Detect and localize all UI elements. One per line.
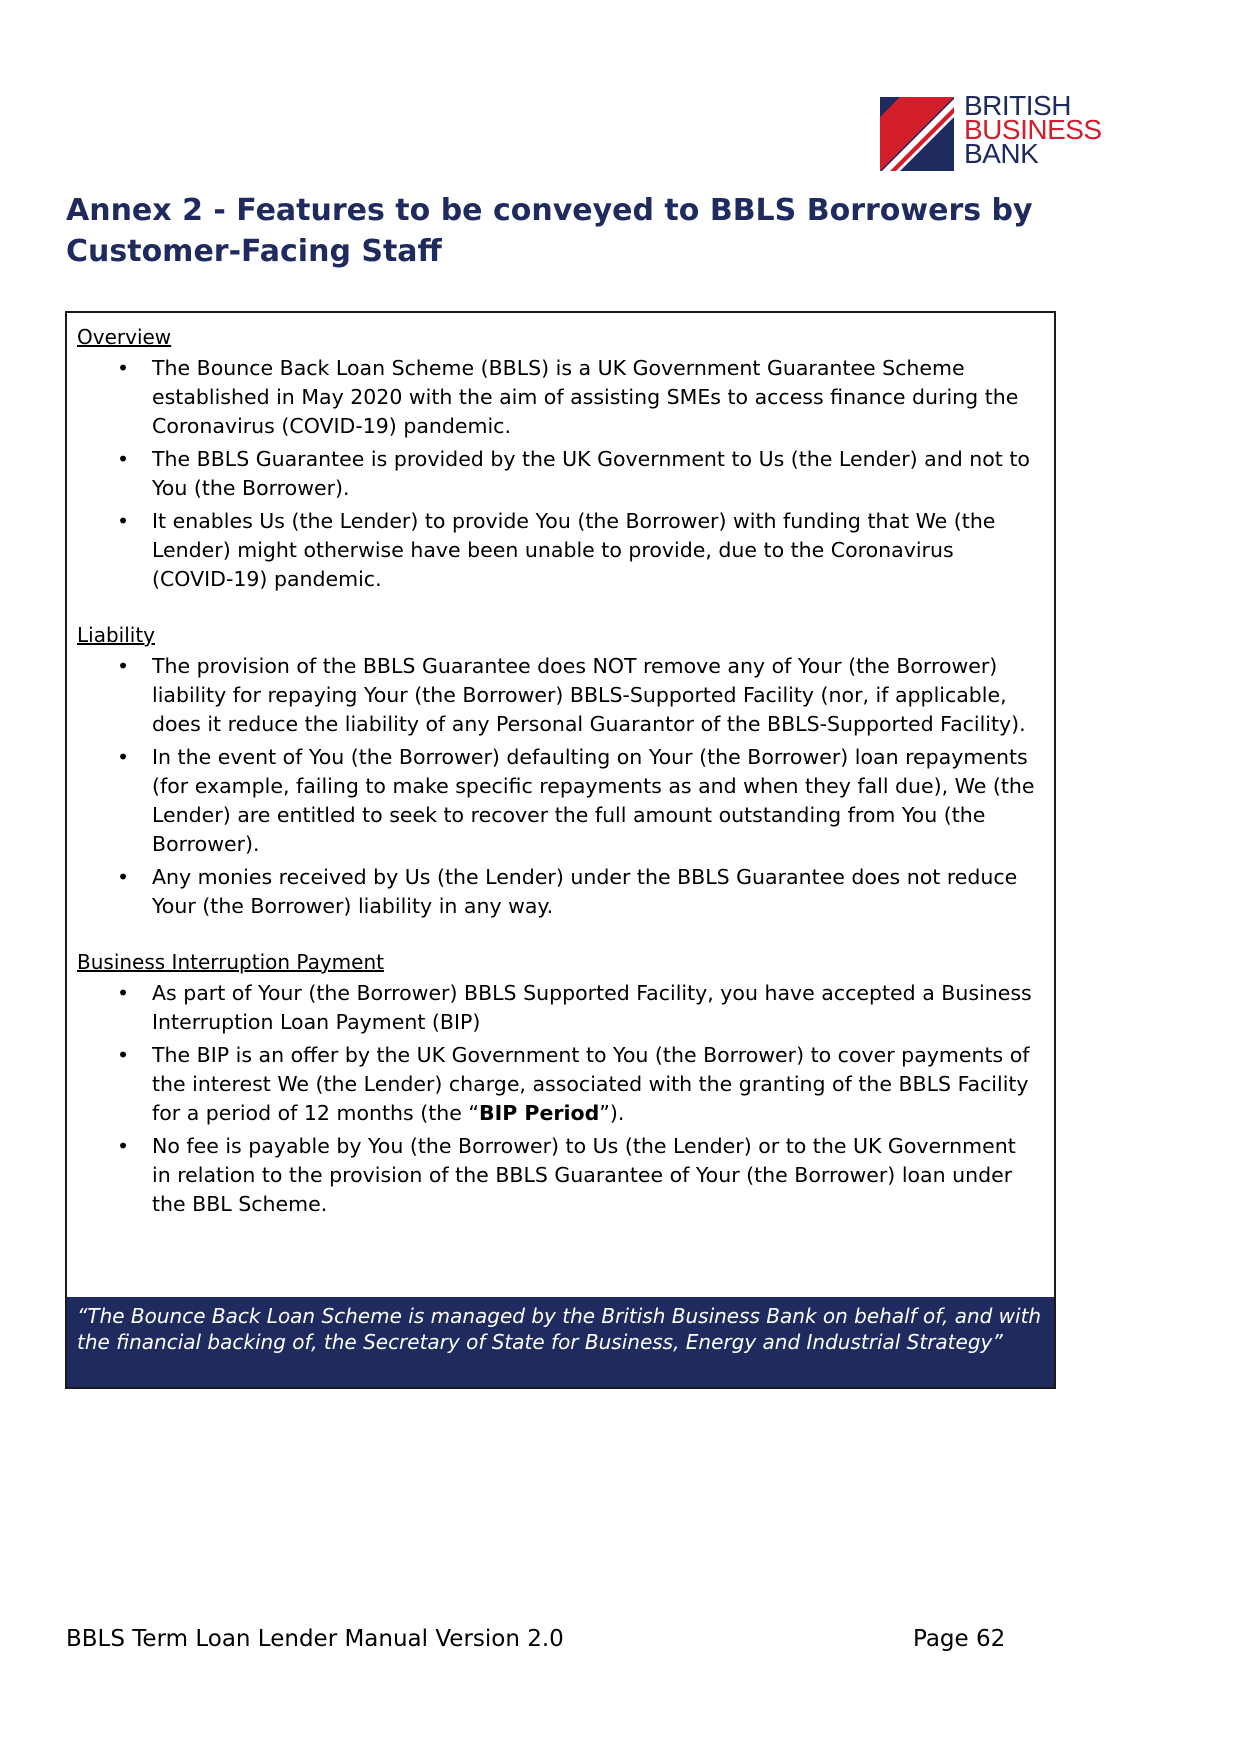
section-title-liability: Liability [77,623,155,647]
list-item: • The provision of the BBLS Guarantee does NOT remove any of Your (the Borrower) liability for repaying Your (the Borrower) BBLS-Supported Facility (nor, if applicable, does it reduce the liability of any Personal Guarantor of the BBLS-Supported Facility). [77,652,1044,739]
bip-text-after: ”). [599,1101,625,1125]
logo-wordmark [964,90,1102,169]
scheme-quote-banner: “The Bounce Back Loan Scheme is managed by the British Business Bank on behalf of, and with the financial backing of, the Secretary of State for Business, Energy and Industrial Strategy” [67,1297,1054,1387]
list-item-bip-period [77,1041,1044,1128]
liability-bullet-list [77,652,1044,921]
logo-line-bank: BANK [964,138,1039,169]
features-box [65,311,1056,1389]
features-box-content [67,313,1054,1219]
union-flag-logo-icon [880,97,954,171]
footer-manual-title: BBLS Term Loan Lender Manual Version 2.0 [66,1626,564,1652]
list-item: • The BBLS Guarantee is provided by the UK Government to Us (the Lender) and not to You (the Borrower). [77,445,1044,503]
list-item: • The Bounce Back Loan Scheme (BBLS) is a UK Government Guarantee Scheme established in May 2020 with the aim of assisting SMEs to access finance during the Coronavirus (COVID-19) pandemic. [77,354,1044,441]
bip-text-before: The BIP is an offer by the UK Government to You (the Borrower) to cover payments of the interest We (the Lender) charge, associated with the granting of the BBLS Facility for a period of 12 months (the “ [152,1043,1030,1125]
page-heading: Annex 2 - Features to be conveyed to BBLS Borrowers by Customer-Facing Staff [66,193,1033,269]
british-business-bank-logo [880,90,1102,173]
bip-bullet-list [77,979,1044,1219]
list-item: • It enables Us (the Lender) to provide You (the Borrower) with funding that We (the Lender) might otherwise have been unable to provide, due to the Coronavirus (COVID-19) pandemic. [77,507,1044,594]
footer-page-number: Page 62 [913,1626,1006,1652]
list-item: • Any monies received by Us (the Lender) under the BBLS Guarantee does not reduce Your (the Borrower) liability in any way. [77,863,1044,921]
list-item: • No fee is payable by You (the Borrower) to Us (the Lender) or to the UK Government in relation to the provision of the BBLS Guarantee of Your (the Borrower) loan under the BBL Scheme. [77,1132,1044,1219]
bip-period-term: BIP Period [479,1101,600,1125]
logo-line-business: BUSINESS [964,114,1102,145]
overview-bullet-list [77,354,1044,594]
section-title-overview: Overview [77,325,172,349]
list-item: • As part of Your (the Borrower) BBLS Supported Facility, you have accepted a Business Interruption Loan Payment (BIP) [77,979,1044,1037]
logo-line-british: BRITISH [964,90,1071,121]
list-item: • In the event of You (the Borrower) defaulting on Your (the Borrower) loan repayments (for example, failing to make specific repayments as and when they fall due), We (the Lender) are entitled to seek to recover the full amount outstanding from You (the Borrower). [77,743,1044,859]
section-title-business-interruption-payment: Business Interruption Payment [77,950,384,974]
